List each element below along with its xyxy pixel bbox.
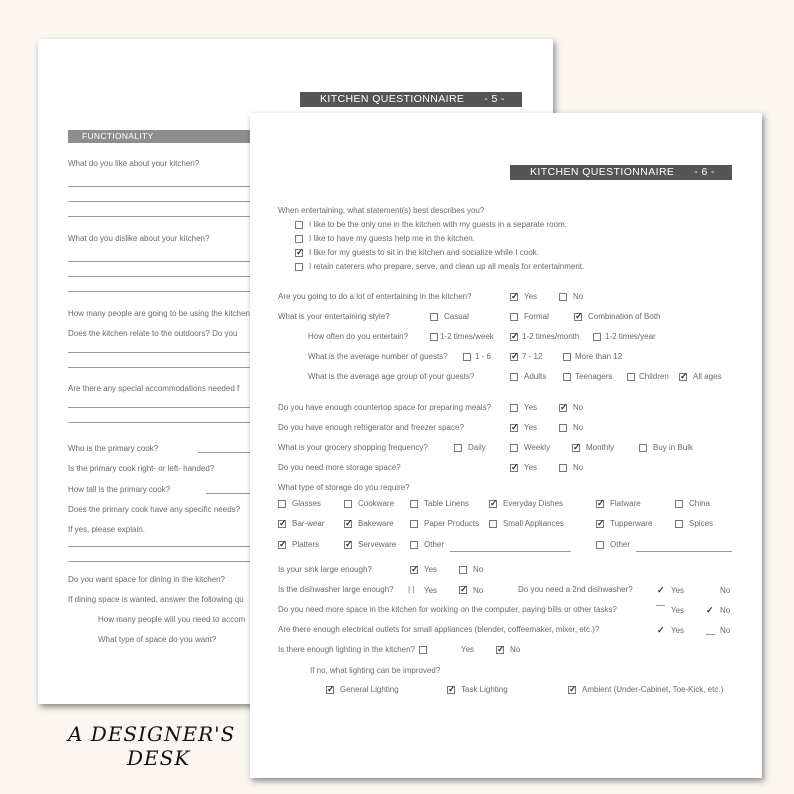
option-label: No (573, 292, 584, 301)
option-label: Children (639, 372, 669, 381)
question-space-type: What type of space do you want? (98, 635, 217, 644)
statement-checkbox-3[interactable] (295, 249, 303, 257)
option-label: Small Appliances (503, 519, 564, 528)
age-children-checkbox[interactable] (627, 373, 635, 381)
option-label: Yes (424, 565, 438, 574)
age-adults-checkbox[interactable] (510, 373, 518, 381)
question-primary-cook: Who is the primary cook? (68, 444, 159, 453)
dish-no-checkbox[interactable] (459, 586, 467, 594)
option-label: 1-2 times/year (605, 332, 656, 341)
grocery-bulk-checkbox[interactable] (639, 444, 647, 452)
answer-line[interactable] (68, 546, 250, 547)
other-line[interactable] (636, 551, 732, 552)
option-label: No (573, 463, 584, 472)
storage-dishes-checkbox[interactable] (489, 500, 497, 508)
storage-yes-checkbox[interactable] (510, 464, 518, 472)
option-label: Platters (292, 540, 320, 549)
often-month-checkbox[interactable] (510, 333, 518, 341)
answer-line[interactable] (68, 407, 250, 408)
option-label: No (720, 626, 731, 635)
statement-label-3: I like for my guests to sit in the kitchen and socialize while I cook. (309, 248, 539, 257)
light-task-checkbox[interactable] (447, 686, 455, 694)
statement-label-4: I retain caterers who prepare, serve, and clean up all meals for entertainment. (309, 262, 585, 271)
option-label: Other (424, 540, 445, 549)
question-lighting-improve: If no, what lighting can be improved? (310, 666, 441, 675)
question-dishwasher: Is the dishwasher large enough? (278, 585, 394, 594)
question-guests: What is the average number of guests? (308, 352, 448, 361)
option-label: Table Linens (424, 499, 469, 508)
option-label: Monthly (586, 443, 615, 452)
option-label: General Lighting (340, 685, 399, 694)
answer-line[interactable] (68, 367, 250, 368)
often-week-checkbox[interactable] (430, 333, 438, 341)
light-ambient-checkbox[interactable] (568, 686, 576, 694)
answer-line[interactable] (206, 493, 250, 494)
question-storage: Do you need more storage space? (278, 463, 401, 472)
question-counter: Do you have enough countertop space for preparing meals? (278, 403, 492, 412)
question-explain: If yes, please explain. (68, 525, 145, 534)
question-special: Are there any special accommodations needed f (68, 384, 240, 393)
storage-tupper-checkbox[interactable] (596, 520, 604, 528)
dish2-yes-check[interactable]: ✓ (657, 585, 665, 595)
answer-line[interactable] (68, 422, 250, 423)
option-label: Adults (524, 372, 547, 381)
style-formal-checkbox[interactable] (510, 313, 518, 321)
option-label: Paper Products (424, 519, 480, 528)
option-label: Bakeware (358, 519, 394, 528)
option-label: Ambient (Under-Cabinet, Toe-Kick, etc.) (582, 685, 724, 694)
storage-cookware-checkbox[interactable] (344, 500, 352, 508)
guests-1-6-checkbox[interactable] (463, 353, 471, 361)
outlets-yes-check[interactable]: ✓ (657, 625, 665, 635)
sink-yes-checkbox[interactable] (410, 566, 418, 574)
answer-line[interactable] (68, 352, 250, 353)
option-label: Flatware (610, 499, 641, 508)
option-label: Other (610, 540, 631, 549)
grocery-monthly-checkbox[interactable] (572, 444, 580, 452)
question-storage-type: What type of storage do you require? (278, 483, 410, 492)
option-label: Yes (524, 292, 538, 301)
option-label: More than 12 (575, 352, 623, 361)
answer-line[interactable] (68, 201, 250, 202)
option-label: Spices (689, 519, 714, 528)
option-label: Cookware (358, 499, 395, 508)
option-label: Tupperware (610, 519, 653, 528)
answer-line[interactable] (68, 216, 250, 217)
option-label: Yes (671, 606, 685, 615)
storage-small-checkbox[interactable] (489, 520, 497, 528)
option-label: Teenagers (575, 372, 613, 381)
dish-yes-mark[interactable]: | | (408, 585, 415, 594)
option-label: China (689, 499, 710, 508)
brand-line-1: A DESIGNER'S (68, 722, 236, 746)
storage-barware-checkbox[interactable] (278, 520, 286, 528)
entertain-no-checkbox[interactable] (559, 293, 567, 301)
option-label: Casual (444, 312, 469, 321)
space-no-check[interactable]: ✓ (706, 605, 714, 615)
often-year-checkbox[interactable] (593, 333, 601, 341)
option-label: Everyday Dishes (503, 499, 564, 508)
question-dislike: What do you dislike about your kitchen? (68, 234, 210, 243)
question-handed: Is the primary cook right- or left- handed? (68, 464, 215, 473)
option-label: Weekly (524, 443, 551, 452)
question-fridge: Do you have enough refrigerator and freezer space? (278, 423, 464, 432)
option-label: Task Lighting (461, 685, 508, 694)
question-dining-followup: If dining space is wanted, answer the following qu (68, 595, 244, 604)
question-needs: Does the primary cook have any specific needs? (68, 505, 241, 514)
option-label: Glasses (292, 499, 321, 508)
sink-no-checkbox[interactable] (459, 566, 467, 574)
option-label: Yes (671, 586, 685, 595)
storage-linens-checkbox[interactable] (410, 500, 418, 508)
answer-line[interactable] (68, 561, 250, 562)
counter-no-checkbox[interactable] (559, 404, 567, 412)
age-all-checkbox[interactable] (679, 373, 687, 381)
option-label: Yes (524, 403, 538, 412)
storage-china-checkbox[interactable] (675, 500, 683, 508)
option-label: Yes (461, 645, 475, 654)
age-teen-checkbox[interactable] (563, 373, 571, 381)
option-label: No (573, 423, 584, 432)
statement-checkbox-2[interactable] (295, 235, 303, 243)
style-casual-checkbox[interactable] (430, 313, 438, 321)
style-combo-checkbox[interactable] (574, 313, 582, 321)
question-lighting: Is there enough lighting in the kitchen? (278, 645, 415, 654)
light-general-checkbox[interactable] (326, 686, 334, 694)
question-people: How many people are going to be using the kitchen (68, 309, 250, 318)
other-line[interactable] (450, 551, 571, 552)
questionnaire-page-6 (250, 113, 762, 778)
question-style: What is your entertaining style? (278, 312, 390, 321)
option-label: No (720, 606, 731, 615)
question-statement: When entertaining, what statement(s) best describes you? (278, 206, 485, 215)
option-label: Daily (468, 443, 486, 452)
option-label: Yes (671, 626, 685, 635)
question-more-space: Do you need more space in the kitchen for working on the computer, paying bills or other tasks? (278, 605, 617, 614)
option-label: Yes (524, 423, 538, 432)
question-dishwasher-2nd: Do you need a 2nd dishwasher? (518, 585, 633, 594)
entertain-yes-checkbox[interactable] (510, 293, 518, 301)
option-label: No (510, 645, 521, 654)
option-label: 1-2 times/month (522, 332, 580, 341)
option-label: No (473, 565, 484, 574)
option-label: 7 - 12 (522, 352, 543, 361)
storage-other-checkbox[interactable] (410, 541, 418, 549)
question-often: How often do you entertain? (308, 332, 409, 341)
option-label: No (473, 586, 484, 595)
question-age: What is the average age group of your guests? (308, 372, 475, 381)
storage-spices-checkbox[interactable] (675, 520, 683, 528)
question-grocery: What is your grocery shopping frequency? (278, 443, 428, 452)
question-entertain-lot: Are you going to do a lot of entertaining in the kitchen? (278, 292, 472, 301)
storage-bakeware-checkbox[interactable] (344, 520, 352, 528)
option-label: Buy in Bulk (653, 443, 694, 452)
counter-yes-checkbox[interactable] (510, 404, 518, 412)
question-tall: How tall is the primary cook? (68, 485, 171, 494)
fridge-yes-checkbox[interactable] (510, 424, 518, 432)
answer-line[interactable] (68, 276, 250, 277)
page-6-header: KITCHEN QUESTIONNAIRE - 6 - (510, 165, 732, 180)
question-outdoors: Does the kitchen relate to the outdoors? Do you (68, 329, 238, 338)
space-yes-blank[interactable] (656, 605, 665, 606)
option-label: No (573, 403, 584, 412)
storage-platters-checkbox[interactable] (278, 541, 286, 549)
option-label: 1-2 times/week (440, 332, 494, 341)
storage-paper-checkbox[interactable] (410, 520, 418, 528)
option-label: Bar-wear (292, 519, 325, 528)
page-5-header: KITCHEN QUESTIONNAIRE - 5 - (300, 92, 522, 107)
storage-serveware-checkbox[interactable] (344, 541, 352, 549)
option-label: All ages (693, 372, 722, 381)
question-like: What do you like about your kitchen? (68, 159, 200, 168)
statement-checkbox-1[interactable] (295, 221, 303, 229)
statement-checkbox-4[interactable] (295, 263, 303, 271)
question-dining: Do you want space for dining in the kitchen? (68, 575, 225, 584)
storage-glasses-checkbox[interactable] (278, 500, 286, 508)
option-label: Combination of Both (588, 312, 661, 321)
answer-line[interactable] (68, 186, 250, 187)
fridge-no-checkbox[interactable] (559, 424, 567, 432)
functionality-section-header: FUNCTIONALITY (68, 130, 282, 143)
option-label: Yes (524, 463, 538, 472)
outlets-no-blank[interactable] (706, 634, 715, 635)
storage-no-checkbox[interactable] (559, 464, 567, 472)
grocery-weekly-checkbox[interactable] (510, 444, 518, 452)
statement-label-1: I like to be the only one in the kitchen with my guests in a separate room. (309, 220, 567, 229)
lighting-no-checkbox[interactable] (496, 646, 504, 654)
question-sink: Is your sink large enough? (278, 565, 372, 574)
brand-line-2: DESK (127, 746, 191, 770)
question-accommodate: How many people will you need to accom (98, 615, 246, 624)
guests-7-12-checkbox[interactable] (510, 353, 518, 361)
storage-flatware-checkbox[interactable] (596, 500, 604, 508)
question-outlets: Are there enough electrical outlets for small appliances (blender, coffeemaker, mixer, etc.)? (278, 625, 600, 634)
answer-line[interactable] (68, 291, 250, 292)
statement-label-2: I like to have my guests help me in the kitchen. (309, 234, 475, 243)
guests-12plus-checkbox[interactable] (563, 353, 571, 361)
grocery-daily-checkbox[interactable] (454, 444, 462, 452)
option-label: Yes (424, 586, 438, 595)
storage-other2-checkbox[interactable] (596, 541, 604, 549)
answer-line[interactable] (68, 261, 250, 262)
lighting-yes-checkbox[interactable] (419, 646, 427, 654)
option-label: 1 - 6 (475, 352, 492, 361)
option-label: Serveware (358, 540, 397, 549)
answer-line[interactable] (198, 452, 250, 453)
option-label: Formal (524, 312, 549, 321)
option-label: No (720, 586, 731, 595)
